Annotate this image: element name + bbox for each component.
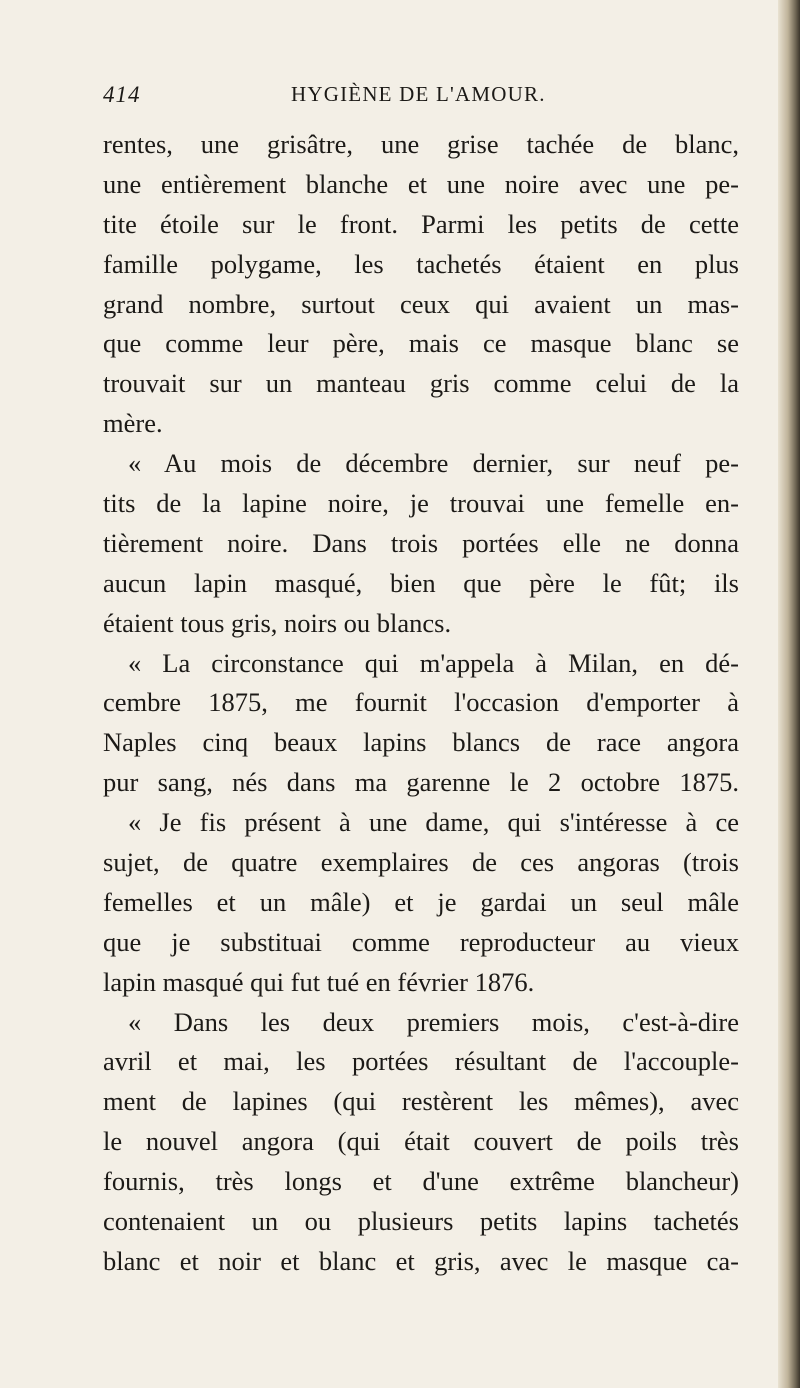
text-line: « Dans les deux premiers mois, c'est-à-dire <box>128 1006 739 1037</box>
text-line: femelles et un mâle) et je gardai un seul mâle <box>103 886 739 917</box>
text-line: grand nombre, surtout ceux qui avaient un mas- <box>103 288 739 319</box>
text-line: trouvait sur un manteau gris comme celui de la <box>103 368 739 399</box>
text-line: aucun lapin masqué, bien que père le fût; ils <box>103 567 739 598</box>
text-line: tite étoile sur le front. Parmi les petits de cette <box>103 208 739 239</box>
text-line: que je substituai comme reproducteur au vieux <box>103 926 739 957</box>
text-line: tièrement noire. Dans trois portées elle ne donna <box>103 527 739 558</box>
page-header <box>103 82 739 118</box>
text-line: que comme leur père, mais ce masque blanc se <box>103 328 739 359</box>
text-line: contenaient un ou plusieurs petits lapins tachetés <box>103 1206 739 1237</box>
page-number: 414 <box>103 82 141 107</box>
text-line: mère. <box>103 408 163 439</box>
text-line: tits de la lapine noire, je trouvai une femelle en- <box>103 488 739 519</box>
text-line: le nouvel angora (qui était couvert de poils très <box>103 1126 739 1157</box>
running-title: HYGIÈNE DE L'AMOUR. <box>291 82 546 106</box>
text-line: lapin masqué qui fut tué en février 1876. <box>103 966 535 997</box>
text-line: cembre 1875, me fournit l'occasion d'emporter à <box>103 687 739 718</box>
page-edge-shadow <box>778 0 800 1388</box>
text-line: ment de lapines (qui restèrent les mêmes), avec <box>103 1086 739 1117</box>
body-text <box>103 125 739 1282</box>
text-line: « La circonstance qui m'appela à Milan, en dé- <box>128 647 739 678</box>
text-line: famille polygame, les tachetés étaient en plus <box>103 248 739 279</box>
text-line: rentes, une grisâtre, une grise tachée de blanc, <box>103 129 739 159</box>
text-line: pur sang, nés dans ma garenne le 2 octobre 1875. <box>103 767 739 798</box>
text-line: Naples cinq beaux lapins blancs de race angora <box>103 727 739 758</box>
text-line: avril et mai, les portées résultant de l'accouple- <box>103 1046 739 1077</box>
text-line: une entièrement blanche et une noire avec une pe- <box>103 168 739 199</box>
text-line: fournis, très longs et d'une extrême blancheur) <box>103 1166 739 1197</box>
text-line: « Je fis présent à une dame, qui s'intéresse à ce <box>128 807 739 838</box>
text-line: étaient tous gris, noirs ou blancs. <box>103 607 452 638</box>
text-line: « Au mois de décembre dernier, sur neuf pe- <box>128 448 739 479</box>
text-line: blanc et noir et blanc et gris, avec le masque ca- <box>103 1245 739 1276</box>
text-line: sujet, de quatre exemplaires de ces angoras (trois <box>103 847 739 878</box>
